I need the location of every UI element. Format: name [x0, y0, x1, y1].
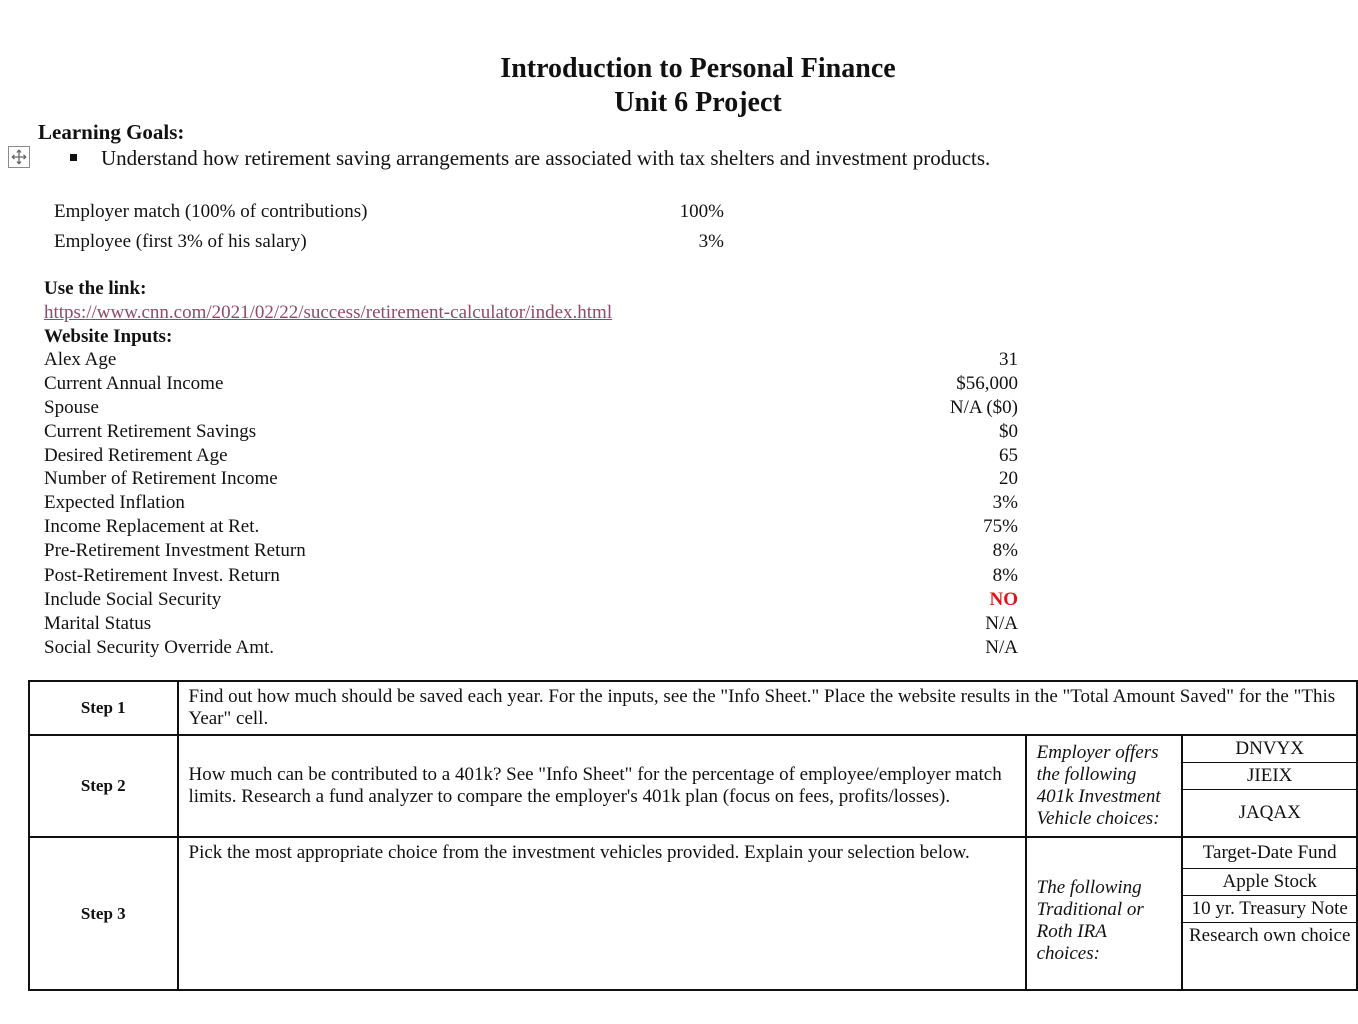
step-1-text: Find out how much should be saved each year. For the inputs, see the "Info Sheet." Place the website results in the "Total Amount Saved" for the "This Year" cell. — [178, 681, 1358, 735]
input-value: $0 — [999, 421, 1018, 442]
input-value: $56,000 — [956, 373, 1018, 394]
choice-item: DNVYX — [1183, 736, 1356, 763]
input-label: Desired Retirement Age — [44, 445, 228, 466]
input-label: Social Security Override Amt. — [44, 637, 275, 658]
bullet-icon — [70, 154, 77, 161]
choice-item: 10 yr. Treasury Note — [1183, 896, 1356, 923]
input-value: 31 — [999, 349, 1018, 370]
input-label: Current Annual Income — [44, 373, 224, 394]
input-label: Number of Retirement Income — [44, 468, 278, 489]
match-value-employee: 3% — [698, 231, 724, 252]
input-value: 8% — [992, 565, 1018, 586]
learning-goals-heading: Learning Goals: — [38, 120, 185, 144]
website-inputs-heading: Website Inputs: — [44, 326, 173, 347]
step-row — [29, 735, 1357, 837]
title-line-2: Unit 6 Project — [614, 87, 782, 118]
input-label: Spouse — [44, 397, 99, 418]
input-value: 75% — [983, 516, 1018, 537]
input-label: Include Social Security — [44, 589, 222, 610]
step-3-side-label: The following Traditional or Roth IRA choices: — [1026, 837, 1183, 990]
learning-goal-item — [70, 146, 990, 171]
choice-item: JIEIX — [1183, 763, 1356, 790]
calculator-link[interactable]: https://www.cnn.com/2021/02/22/success/retirement-calculator/index.html — [44, 302, 613, 323]
input-value: 8% — [992, 540, 1018, 561]
step-2-side-label: Employer offers the following 401k Investment Vehicle choices: — [1026, 735, 1183, 837]
input-value: 65 — [999, 445, 1018, 466]
step-2-text: How much can be contributed to a 401k? See "Info Sheet" for the percentage of employee/employer match limits. Research a fund analyzer to compare the employer's 401k plan (focus on fees, profits/losses). — [178, 735, 1026, 837]
step-2-label: Step 2 — [29, 735, 178, 837]
input-value: 20 — [999, 468, 1018, 489]
choice-item: Target-Date Fund — [1183, 838, 1356, 869]
step-2-choices — [1182, 735, 1357, 837]
step-3-text: Pick the most appropriate choice from the investment vehicles provided. Explain your selection below. — [178, 837, 1026, 990]
match-label-employee: Employee (first 3% of his salary) — [54, 231, 307, 252]
input-label: Current Retirement Savings — [44, 421, 257, 442]
input-value: 3% — [992, 492, 1018, 513]
input-value-highlight: NO — [989, 589, 1018, 610]
input-value: N/A — [985, 613, 1018, 634]
step-3-choices — [1182, 837, 1357, 990]
match-label-employer: Employer match (100% of contributions) — [54, 201, 368, 222]
input-label: Expected Inflation — [44, 492, 185, 513]
input-value: N/A ($0) — [949, 397, 1018, 418]
input-label: Pre-Retirement Investment Return — [44, 540, 306, 561]
input-label: Marital Status — [44, 613, 152, 634]
choice-item: JAQAX — [1238, 802, 1301, 823]
step-row — [29, 837, 1357, 990]
input-label: Post-Retirement Invest. Return — [44, 565, 280, 586]
choice-item: Research own choice — [1188, 925, 1351, 946]
match-value-employer: 100% — [679, 201, 724, 222]
step-3-label: Step 3 — [29, 837, 178, 990]
choice-item: Apple Stock — [1183, 869, 1356, 896]
learning-goal-text: Understand how retirement saving arrangements are associated with tax shelters and investment products. — [101, 146, 991, 170]
input-label: Income Replacement at Ret. — [44, 516, 260, 537]
step-row — [29, 681, 1357, 735]
input-label: Alex Age — [44, 349, 117, 370]
steps-table — [28, 680, 1358, 991]
title-line-1: Introduction to Personal Finance — [500, 53, 896, 84]
move-icon[interactable] — [8, 146, 30, 168]
use-link-heading: Use the link: — [44, 278, 147, 299]
step-1-label: Step 1 — [29, 681, 178, 735]
input-value: N/A — [985, 637, 1018, 658]
